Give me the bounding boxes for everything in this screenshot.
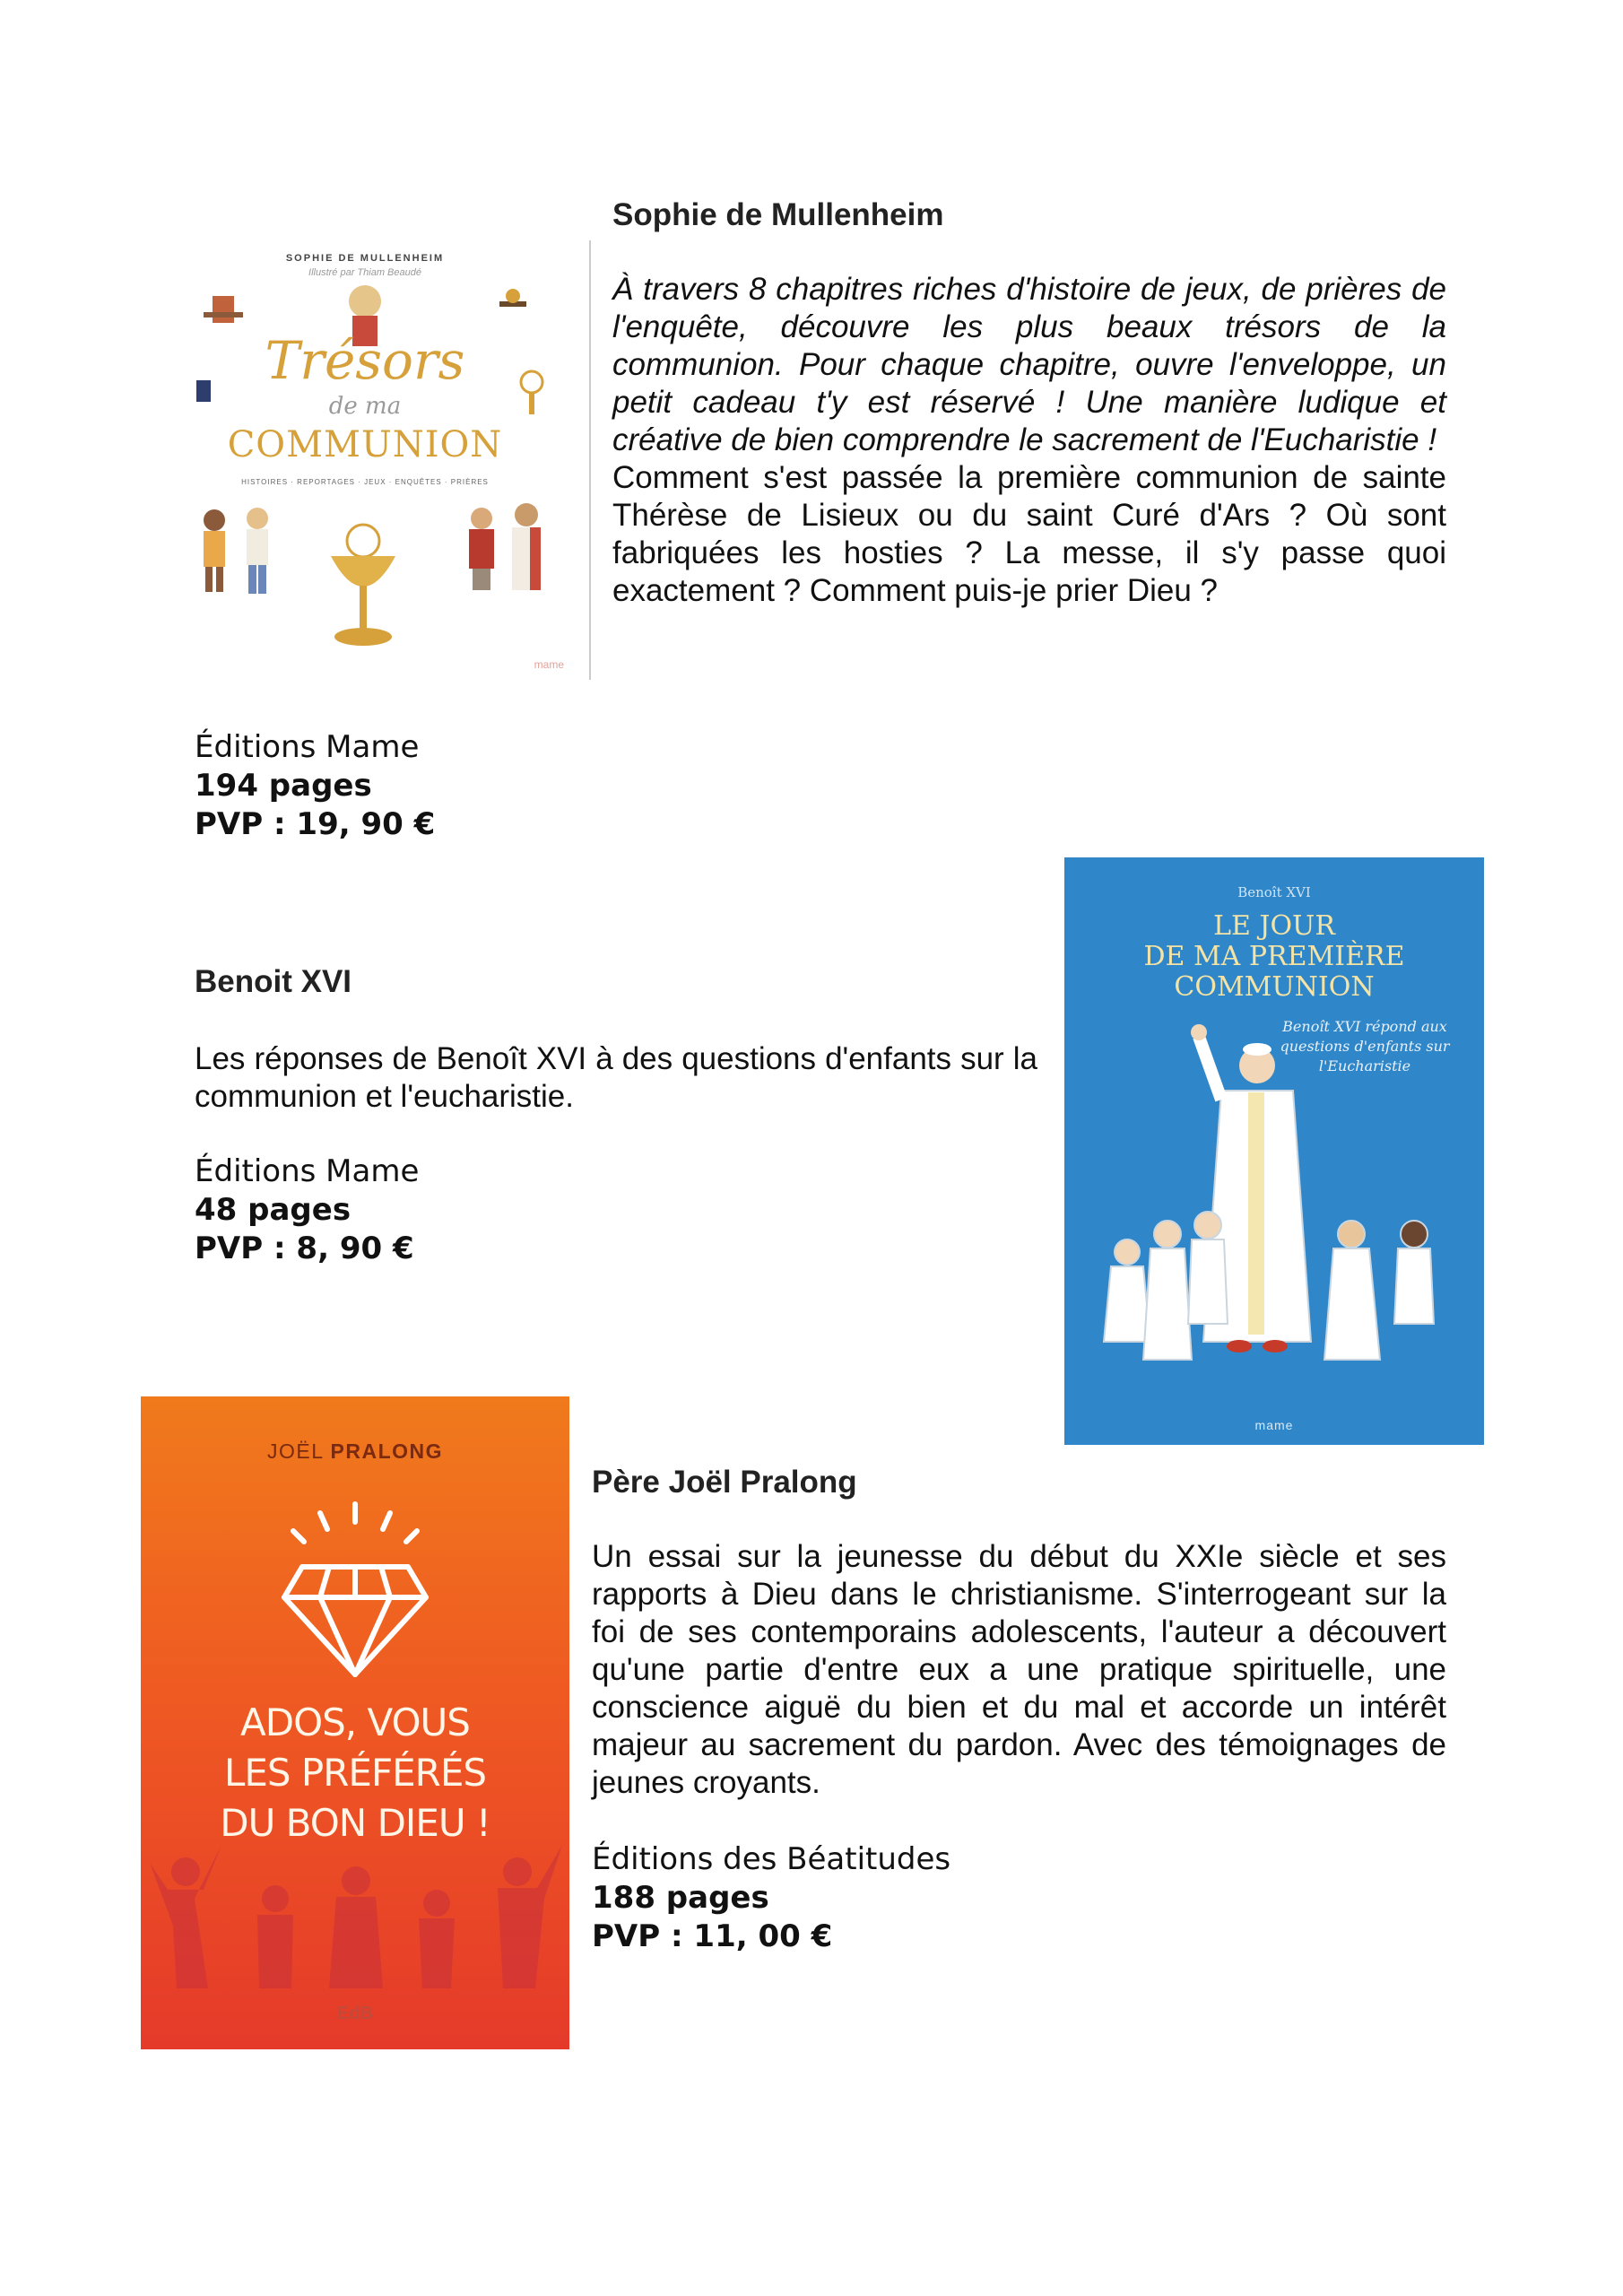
- cover-publisher: mame: [534, 658, 564, 671]
- description-paragraph: Comment s'est passée la première communion de sainte Thérèse de Lisieux ou du saint Curé d'Ars ? Où sont fabriquées les hosties ? La messe, il s'y passe quoi exactement ? Comment puis-je prier Dieu ?: [612, 460, 1446, 608]
- price: PVP : 19, 90 €: [195, 806, 436, 842]
- book-description: Un essai sur la jeunesse du début du XXIe siècle et ses rapports à Dieu dans le christianisme. S'interrogeant sur la foi de ses contemporains adolescents, l'auteur a découvert qu'une partie d'entre eux a une pratique spirituelle, une conscience aiguë du bien et du mal et accorde un intérêt majeur au sacrement du pardon. Avec des témoignages de jeunes croyants.: [592, 1539, 1446, 1800]
- book-author: Benoit XVI: [195, 964, 352, 999]
- cover-author: Benoît XVI: [1237, 884, 1311, 900]
- publisher: Éditions des Béatitudes: [592, 1841, 951, 1877]
- cover-author-note: Illustré par Thiam Beaudé: [308, 267, 421, 278]
- cover-publisher: mame: [1254, 1418, 1294, 1432]
- cover-author: SOPHIE DE MULLENHEIM: [285, 253, 445, 264]
- cover-title: Trésors: [265, 330, 465, 391]
- publisher: Éditions Mame: [195, 729, 420, 765]
- cover-author-last: PRALONG: [330, 1439, 444, 1463]
- book-description: [612, 271, 1446, 610]
- price: PVP : 11, 00 €: [592, 1918, 833, 1954]
- description-paragraph: À travers 8 chapitres riches d'histoire de jeux, de prières de l'enquête, découvre les plus beaux trésors de la communion. Pour chaque chapitre, ouvre l'enveloppe, un petit cadeau t'y est réservé ! Une manière ludique et créative de bien comprendre le sacrement de l'Eucharistie !: [612, 272, 1446, 457]
- cover-title-line: ADOS, VOUS: [240, 1700, 470, 1744]
- cover-publisher: EdB: [337, 2004, 373, 2023]
- book-cover-tresors: [141, 240, 591, 680]
- book-author: Père Joël Pralong: [592, 1465, 857, 1500]
- cover-title-line: DE MA PREMIÈRE: [1143, 941, 1405, 972]
- book-meta: [195, 1152, 419, 1268]
- cover-title-line: DU BON DIEU !: [220, 1801, 490, 1845]
- book-meta: [592, 1840, 950, 1956]
- cover-title-line: COMMUNION: [1174, 971, 1375, 1003]
- page-count: 48 pages: [195, 1192, 352, 1228]
- cover-subtitle: Benoît XVI répond aux questions d'enfants sur l'Eucharistie: [1280, 1018, 1450, 1074]
- cover-title-middle: de ma: [328, 393, 402, 420]
- book-author: Sophie de Mullenheim: [612, 197, 944, 232]
- cover-subtitle: HISTOIRES · REPORTAGES · JEUX · ENQUÊTES · PRIÈRES: [241, 478, 489, 486]
- cover-author-first: JOËL: [266, 1439, 324, 1463]
- book-cover-ados: [141, 1396, 569, 2049]
- cover-illustration: [1064, 857, 1484, 1445]
- cover-title: [141, 1698, 569, 1848]
- page-count: 188 pages: [592, 1880, 769, 1916]
- book-description: Les réponses de Benoît XVI à des questions d'enfants sur la communion et l'eucharistie.: [195, 1041, 1037, 1114]
- page-count: 194 pages: [195, 768, 372, 804]
- price: PVP : 8, 90 €: [195, 1231, 414, 1266]
- cover-title-bottom: COMMUNION: [227, 424, 503, 465]
- book-cover-premiere-communion: [1064, 857, 1484, 1445]
- cover-title-line: LE JOUR: [1213, 910, 1335, 942]
- cover-title-line: LES PRÉFÉRÉS: [223, 1751, 487, 1795]
- book-meta: [195, 728, 435, 844]
- publisher: Éditions Mame: [195, 1153, 420, 1189]
